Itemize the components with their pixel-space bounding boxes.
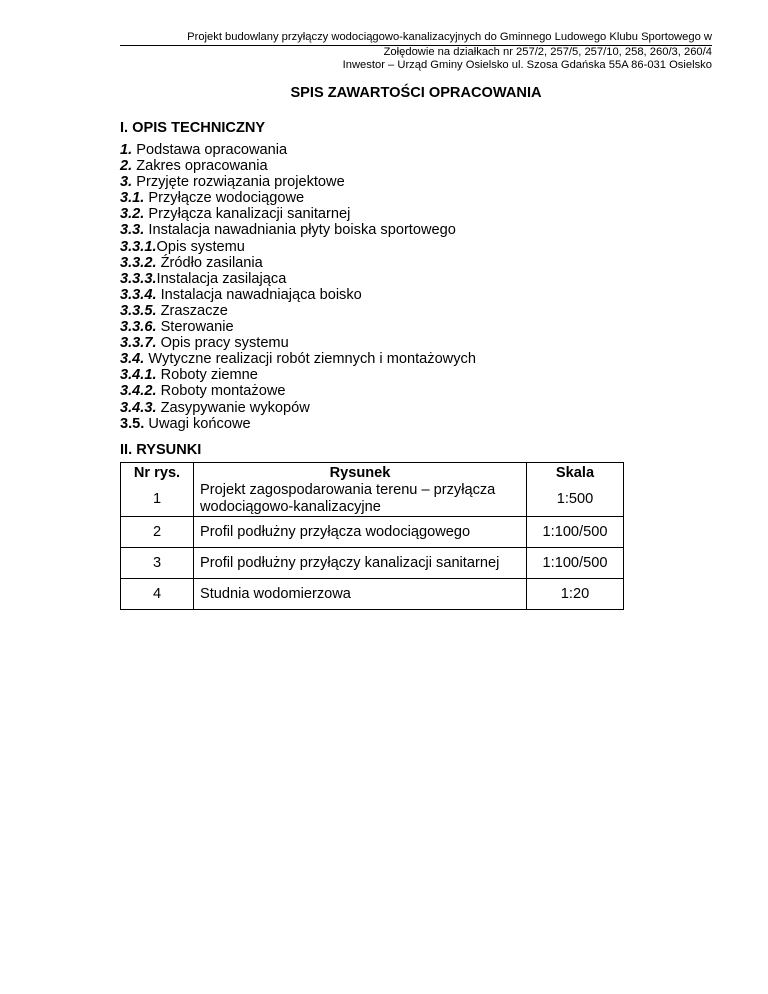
toc-item-number: 3.2.	[120, 206, 145, 223]
toc-item-text: Przyłącze wodociągowe	[144, 190, 305, 207]
toc-item	[120, 158, 476, 174]
toc-item-number: 3.3.6.	[120, 319, 157, 336]
section-heading-drawings: II. RYSUNKI	[120, 442, 202, 458]
table-header-row	[121, 463, 624, 483]
toc-item-number: 2.	[120, 158, 133, 175]
toc-item	[120, 239, 476, 255]
toc-item	[120, 383, 476, 399]
column-header-drawing: Rysunek	[194, 463, 527, 483]
toc-item-number: 3.4.1.	[120, 367, 157, 384]
toc-item-number: 3.3.3.	[120, 270, 157, 287]
toc-item-text: Uwagi końcowe	[144, 415, 251, 432]
toc-item	[120, 206, 476, 222]
toc-item-number: 3.3.1.	[120, 238, 157, 255]
toc-item	[120, 400, 476, 416]
toc-item	[120, 255, 476, 271]
toc-item-text: Roboty ziemne	[156, 367, 258, 384]
drawing-name: Studnia wodomierzowa	[194, 579, 527, 610]
toc-item-text: Roboty montażowe	[156, 383, 286, 400]
table-row	[121, 482, 624, 517]
header-plots-line: Zołędowie na działkach nr 257/2, 257/5, 257/10, 258, 260/3, 260/4	[383, 45, 712, 58]
toc-item	[120, 367, 476, 383]
drawing-scale: 1:20	[527, 579, 624, 610]
toc-item	[120, 222, 476, 238]
toc-item	[120, 319, 476, 335]
drawing-name: Projekt zagospodarowania terenu – przyłącza wodociągowo-kanalizacyjne	[194, 482, 527, 517]
toc-item	[120, 190, 476, 206]
drawing-scale: 1:100/500	[527, 548, 624, 579]
toc-item	[120, 335, 476, 351]
drawing-scale: 1:500	[527, 482, 624, 517]
toc-item-number: 3.4.2.	[120, 383, 157, 400]
toc-item-text: Opis pracy systemu	[156, 335, 289, 352]
toc-item-number: 3.1.	[120, 190, 145, 207]
toc-item	[120, 287, 476, 303]
drawing-number: 4	[121, 579, 194, 610]
toc-item-number: 3.3.2.	[120, 254, 157, 271]
toc-item-number: 3.3.4.	[120, 286, 157, 303]
drawing-scale: 1:100/500	[527, 517, 624, 548]
drawing-number: 2	[121, 517, 194, 548]
toc-item-number: 1.	[120, 142, 133, 158]
toc-item-text: Sterowanie	[156, 319, 234, 336]
section-heading-technical-description: I. OPIS TECHNICZNY	[120, 120, 266, 136]
drawings-table	[120, 462, 624, 610]
toc-item	[120, 416, 476, 432]
toc-item	[120, 142, 476, 158]
header-project-line: Projekt budowlany przyłączy wodociągowo-kanalizacyjnych do Gminnego Ludowego Klubu Sportowego w	[120, 31, 712, 46]
drawing-name: Profil podłużny przyłącza wodociągowego	[194, 517, 527, 548]
toc-item	[120, 351, 476, 367]
drawing-number: 3	[121, 548, 194, 579]
toc-item-text: Wytyczne realizacji robót ziemnych i montażowych	[144, 351, 476, 368]
table-row	[121, 579, 624, 610]
toc-item-text: Zakres opracowania	[132, 158, 268, 175]
header-investor-line: Inwestor – Urząd Gminy Osielsko ul. Szosa Gdańska 55A 86-031 Osielsko	[342, 59, 712, 71]
toc-item	[120, 174, 476, 190]
toc-item-text: Zraszacze	[156, 302, 228, 319]
toc-item-text: Zasypywanie wykopów	[156, 399, 310, 416]
toc-item-text: Instalacja nawadniająca boisko	[156, 286, 362, 303]
toc-list	[120, 142, 476, 432]
toc-item	[120, 271, 476, 287]
toc-item-number: 3.4.3.	[120, 399, 157, 416]
column-header-scale: Skala	[527, 463, 624, 483]
toc-item-number: 3.3.	[120, 222, 145, 239]
toc-item	[120, 303, 476, 319]
toc-item-text: Przyłącza kanalizacji sanitarnej	[144, 206, 351, 223]
drawing-number: 1	[121, 482, 194, 517]
table-row	[121, 517, 624, 548]
document-title: SPIS ZAWARTOŚCI OPRACOWANIA	[290, 85, 542, 101]
toc-item-text: Opis systemu	[156, 238, 245, 255]
table-row	[121, 548, 624, 579]
toc-item-text: Instalacja nawadniania płyty boiska sportowego	[144, 222, 456, 239]
toc-item-text: Przyjęte rozwiązania projektowe	[132, 174, 345, 191]
toc-item-number: 3.4.	[120, 351, 145, 368]
toc-item-text: Instalacja zasilająca	[156, 270, 287, 287]
page-header	[120, 31, 712, 73]
toc-item-number: 3.3.5.	[120, 302, 157, 319]
toc-item-number: 3.	[120, 174, 133, 191]
drawing-name: Profil podłużny przyłączy kanalizacji sanitarnej	[194, 548, 527, 579]
toc-item-text: Podstawa opracowania	[132, 142, 288, 158]
toc-item-number: 3.5.	[120, 415, 145, 432]
toc-item-text: Źródło zasilania	[156, 254, 263, 271]
toc-item-number: 3.3.7.	[120, 335, 157, 352]
column-header-number: Nr rys.	[121, 463, 194, 483]
